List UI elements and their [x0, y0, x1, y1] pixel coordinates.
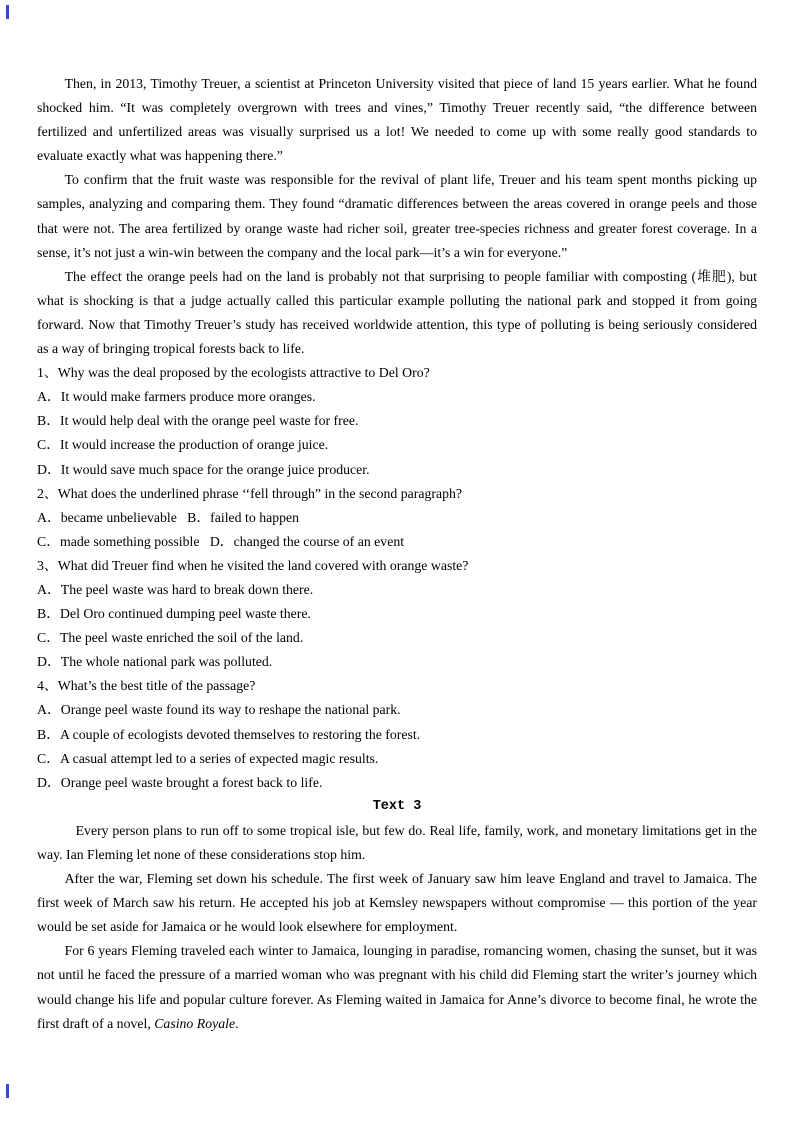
- page-content: [37, 72, 757, 1036]
- question-1-stem: 1、Why was the deal proposed by the ecologists attractive to Del Oro?: [37, 365, 430, 381]
- question-1-option-d: D．It would save much space for the orange juice producer.: [37, 461, 370, 477]
- question-4-option-a: A．Orange peel waste found its way to reshape the national park.: [37, 702, 401, 718]
- question-4-option-b: B．A couple of ecologists devoted themselves to restoring the forest.: [37, 726, 421, 742]
- question-2-stem: 2、What does the underlined phrase ‘‘fell through” in the second paragraph?: [37, 485, 462, 501]
- question-3-option-b: B．Del Oro continued dumping peel waste there.: [37, 606, 311, 622]
- passage-paragraph-2: To confirm that the fruit waste was responsible for the revival of plant life, Treuer and his team spent months picking up samples, analyzing and comparing them. They found “dramatic differences between the areas covered in orange peels and those that were not. The area fertilized by orange waste had richer soil, greater tree-species richness and greater forest coverage. In a sense, it’s not just a win-win between the company and the local park—it’s a win for everyone.”: [37, 172, 757, 260]
- page-border-mark-top-left: [6, 5, 9, 19]
- text3-paragraph-3-text: For 6 years Fleming traveled each winter to Jamaica, lounging in paradise, romancing women, chasing the sunset, but it was not until he faced the pressure of a married woman who was pregnant with his child did Fleming start the writer’s journey which would change his life and popular culture forever. As Fleming waited in Jamaica for Anne’s divorce to become final, he wrote the first draft of a novel,: [37, 943, 757, 1031]
- novel-title-casino-royale: Casino Royale: [154, 1015, 236, 1031]
- page-border-mark-bottom-left: [6, 1084, 9, 1098]
- question-3-option-d: D．The whole national park was polluted.: [37, 654, 273, 670]
- question-1-option-a: A．It would make farmers produce more oranges.: [37, 389, 316, 405]
- text3-paragraph-3: [37, 939, 757, 1035]
- text3-paragraph-1: Every person plans to run off to some tropical isle, but few do. Real life, family, work, and monetary limitations get in the way. Ian Fleming let none of these considerations stop him.: [37, 822, 757, 862]
- question-3-option-a: A．The peel waste was hard to break down there.: [37, 581, 314, 597]
- question-2-options-ab: A．became unbelievable B．failed to happen: [37, 509, 300, 525]
- text3-paragraph-2: After the war, Fleming set down his schedule. The first week of January saw him leave England and travel to Jamaica. The first week of March saw his return. He accepted his job at Kemsley newspapers without compromise — this portion of the year would be set aside for Jamaica or he would look elsewhere for employment.: [37, 871, 757, 935]
- question-4-option-c: C．A casual attempt led to a series of expected magic results.: [37, 750, 379, 766]
- question-4-stem: 4、What’s the best title of the passage?: [37, 678, 256, 694]
- question-2-options-cd: C．made something possible D．changed the course of an event: [37, 533, 405, 549]
- question-4-option-d: D．Orange peel waste brought a forest back to life.: [37, 774, 323, 790]
- passage-paragraph-1: Then, in 2013, Timothy Treuer, a scientist at Princeton University visited that piece of land 15 years earlier. What he found shocked him. “It was completely overgrown with trees and vines,” Timothy Treuer recently said, “the difference between fertilized and unfertilized areas was visually surprised us a lot! We needed to come up with some really good standards to evaluate exactly what was happening there.”: [37, 76, 757, 164]
- question-1-option-c: C．It would increase the production of orange juice.: [37, 437, 329, 453]
- question-3-stem: 3、What did Treuer find when he visited the land covered with orange waste?: [37, 557, 469, 573]
- question-3-option-c: C．The peel waste enriched the soil of the land.: [37, 630, 304, 646]
- section-heading-text3: Text 3: [372, 798, 422, 814]
- question-1-option-b: B．It would help deal with the orange peel waste for free.: [37, 413, 359, 429]
- passage-paragraph-3: The effect the orange peels had on the land is probably not that surprising to people familiar with composting (堆肥), but what is shocking is that a judge actually called this particular example polluting the national park and stopped it from going forward. Now that Timothy Treuer’s study has received worldwide attention, this type of polluting is being seriously considered as a way of bringing tropical forests back to life.: [37, 268, 757, 357]
- text3-paragraph-3-period: .: [235, 1015, 239, 1031]
